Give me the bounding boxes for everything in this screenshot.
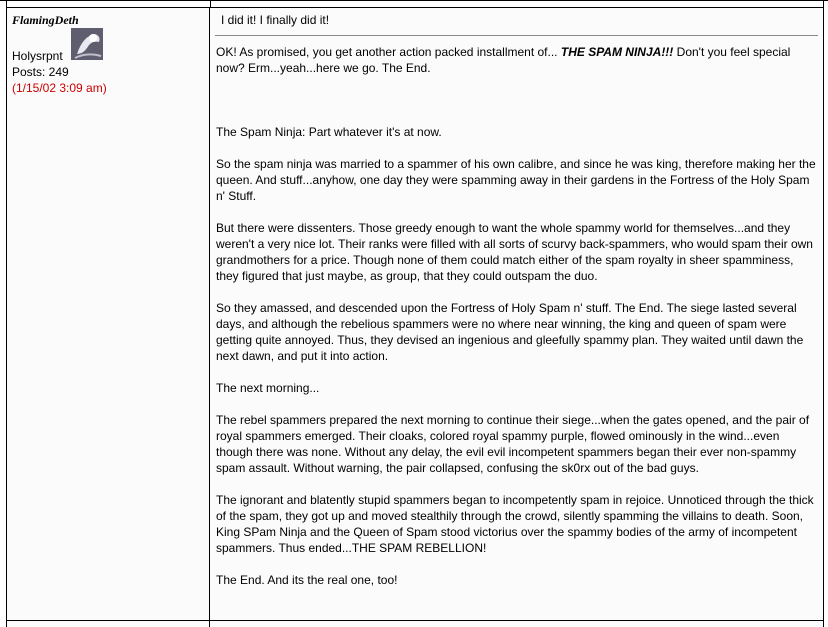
- story-paragraph: The End. And its the real one, too!: [216, 573, 398, 587]
- post-date: (1/15/02 3:09 am): [12, 81, 107, 95]
- story-paragraph: So they amassed, and descended upon the Fortress of Holy Spam n' stuff. The End. The siege lasted several days, and although the rebelious spammers were no where near winning, the king and queen of spam were getting quite annoyed. Thus, they devised an ingenious and gleefully spammy plan. They waited until dawn the next dawn, and put it into action.: [216, 301, 804, 363]
- story-paragraph: The Spam Ninja: Part whatever it's at now.: [216, 125, 442, 139]
- story-paragraph: The rebel spammers prepared the next morning to continue their siege...when the gates opened, and the pair of royal spammers emerged. Their cloaks, colored royal spammy purple, flowed ominously in the wind...even though there was none. Without any delay, the evil evil incompetent spammers began their ever non-spammy spam assault. Without warning, the pair collapsed, confusing the sk0rx out of the bad guys.: [216, 413, 810, 475]
- table-border: [6, 0, 7, 7]
- story-paragraph: The next morning...: [216, 381, 320, 395]
- author-name[interactable]: FlamingDeth: [12, 13, 79, 27]
- table-border: [823, 0, 824, 7]
- post-subject: I did it! I finally did it!: [221, 13, 330, 27]
- intro-paragraph: [216, 44, 816, 76]
- divider: [215, 35, 818, 36]
- story-paragraph: But there were dissenters. Those greedy enough to want the whole spammy world for themselves...and they weren't a very nice lot. Their ranks were filled with all sorts of scurvy back-spammers, who would spam their own grandmothers for a price. Though none of them could match either of the spam royalty in sheer spamminess, they figured that just maybe, as group, that they could outspam the duo.: [216, 221, 813, 283]
- table-border: [6, 620, 824, 621]
- author-title: Holysrpnt: [12, 49, 63, 63]
- story-paragraph: So the spam ninja was married to a spammer of his own calibre, and since he was king, therefore making her the queen. And stuff...anyhow, one day they were spamming away in their gardens in the Fortress of the Holy Spam n' Stuff.: [216, 157, 816, 203]
- story-paragraph: The ignorant and blatently stupid spammers began to incompetently spam in rejoice. Unnoticed through the thick of the spam, they got up and moved stealthily through the crowd, silently spamming the villains to death. Soon, King SPam Ninja and the Queen of Spam stood victorius over the spammy bodies of the army of incompetent spammers. Thus ended...THE SPAM REBELLION!: [216, 493, 814, 555]
- author-cell: [6, 7, 210, 627]
- avatar: [71, 28, 103, 60]
- post-count: Posts: 249: [12, 65, 69, 79]
- post-body: [216, 44, 816, 604]
- intro-text: OK! As promised, you get another action packed installment of...: [216, 45, 561, 59]
- avatar-icon: [71, 28, 103, 60]
- table-border: [210, 0, 211, 7]
- intro-text-end: Don't you feel special now? Erm...yeah...here we go. The End.: [216, 45, 791, 75]
- intro-emphasis: THE SPAM NINJA!!!: [560, 45, 674, 59]
